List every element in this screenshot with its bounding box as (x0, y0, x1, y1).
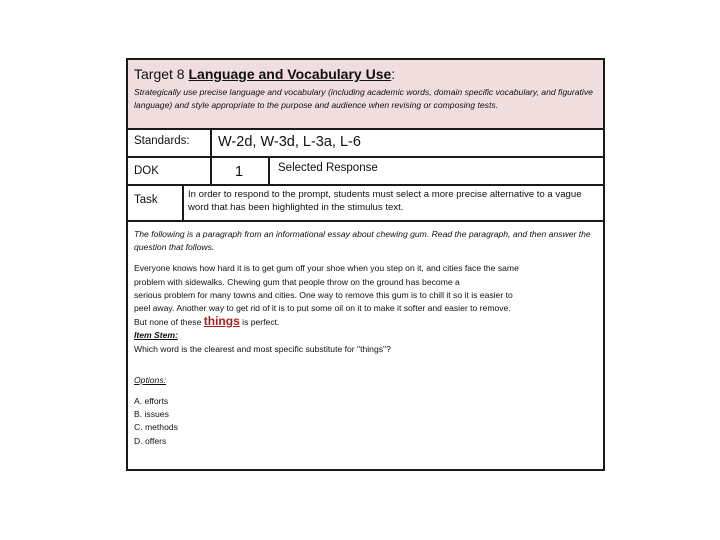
standards-label: Standards: (134, 135, 190, 147)
target-description: Strategically use precise language and vocabulary (including academic words, domain specific vocabulary, and figurative language) and style appropriate to the purpose and audience when revising or composing tests. (134, 87, 593, 110)
target-number: Target 8 (134, 66, 185, 82)
option-a: A. efforts (134, 396, 169, 407)
dok-response-type: Selected Response (278, 162, 378, 174)
target-name: Language and Vocabulary Use (188, 66, 392, 82)
option-b: B. issues (134, 409, 169, 420)
task-row (128, 186, 603, 222)
stimulus-section (134, 228, 602, 448)
stimulus-line: problem with sidewalks. Chewing gum that people throw on the ground has become a (134, 276, 460, 287)
stimulus-line-final (134, 315, 602, 329)
highlighted-word: things (203, 314, 240, 329)
dok-row (128, 158, 603, 186)
option-c: C. methods (134, 422, 178, 433)
stimulus-text: But none of these (134, 317, 204, 328)
stimulus-intro: The following is a paragraph from an informational essay about chewing gum. Read the paragraph, and then answer the question that follows. (134, 229, 591, 253)
divider (182, 186, 184, 220)
stimulus-line: peel away. Another way to get rid of it is to put some oil on it to make it softer and easier to remove. (134, 303, 511, 314)
option-d: D. offers (134, 435, 167, 446)
dok-label: DOK (134, 165, 159, 177)
item-stem-label: Item Stem: (134, 330, 178, 341)
divider (210, 158, 212, 184)
item-stem-question: Which word is the clearest and most specific substitute for "things"? (134, 343, 391, 354)
target-header (128, 60, 603, 130)
options-label: Options: (134, 374, 167, 385)
stimulus-line: serious problem for many towns and cities. One way to remove this gum is to chill it so it is easier to (134, 289, 513, 300)
task-description: In order to respond to the prompt, students must select a more precise alternative to a vague word that has been highlighted in the stimulus text. (188, 189, 582, 213)
divider (268, 158, 270, 184)
target-colon: : (391, 66, 396, 82)
standards-row (128, 130, 603, 158)
target-title (134, 66, 395, 82)
standards-value: W-2d, W-3d, L-3a, L-6 (218, 134, 361, 150)
dok-value: 1 (235, 164, 244, 180)
stimulus-text: is perfect. (239, 317, 280, 328)
task-label: Task (134, 194, 158, 206)
item-specification-card (126, 58, 605, 471)
divider (210, 130, 212, 156)
stimulus-line: Everyone knows how hard it is to get gum off your shoe when you step on it, and cities face the same (134, 263, 519, 274)
